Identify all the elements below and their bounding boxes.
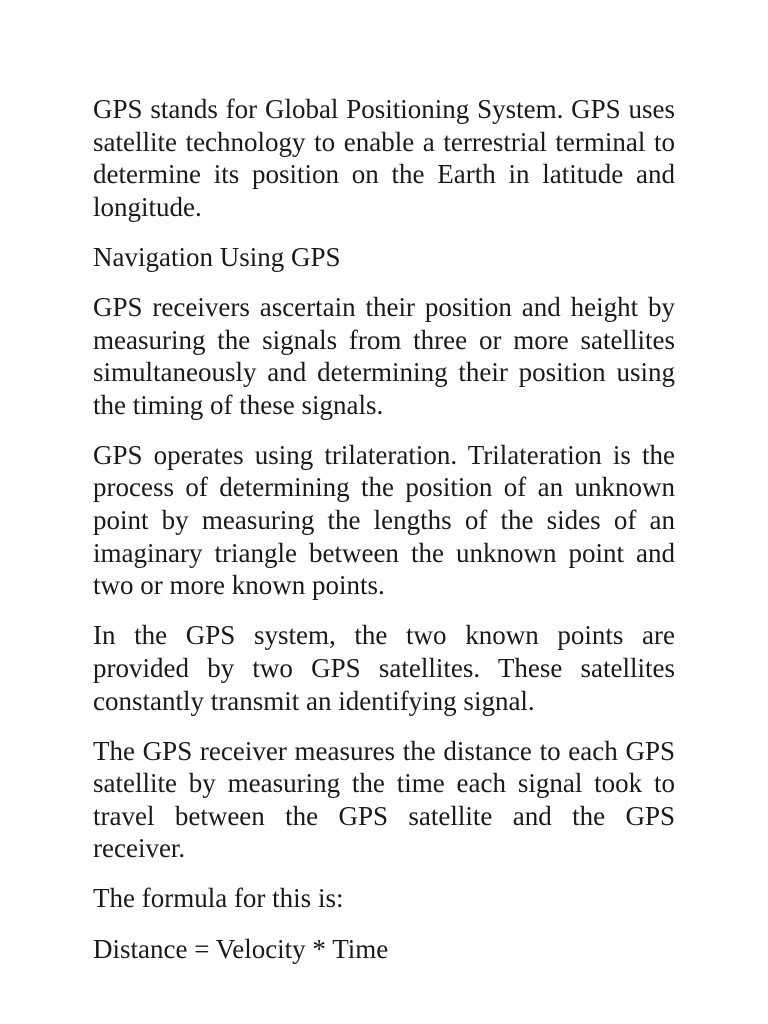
paragraph-gps-definition: GPS stands for Global Positioning System. GPS uses satellite technology to enable a terrestrial terminal to determine its position on the Earth in latitude and longitude. bbox=[93, 94, 675, 222]
paragraph-trilateration: GPS operates using trilateration. Trilateration is the process of determining the position of an unknown point by measuring the lengths of the sides of an imaginary triangle between the unknown point and two or more known points. bbox=[93, 439, 675, 601]
section-heading-navigation: Navigation Using GPS bbox=[93, 241, 341, 272]
paragraph-distance-measurement: The GPS receiver measures the distance to each GPS satellite by measuring the time each signal took to travel between the GPS satellite and the GPS receiver. bbox=[93, 735, 675, 864]
paragraph-gps-receivers: GPS receivers ascertain their position and height by measuring the signals from three or more satellites simultaneously and determining their position using the timing of these signals. bbox=[93, 291, 675, 420]
paragraph-known-points: In the GPS system, the two known points are provided by two GPS satellites. These satellites constantly transmit an identifying signal. bbox=[93, 620, 675, 716]
paragraph-formula-intro: The formula for this is: bbox=[93, 883, 344, 914]
formula-line: Distance = Velocity * Time bbox=[93, 933, 389, 964]
document-page bbox=[93, 93, 675, 983]
